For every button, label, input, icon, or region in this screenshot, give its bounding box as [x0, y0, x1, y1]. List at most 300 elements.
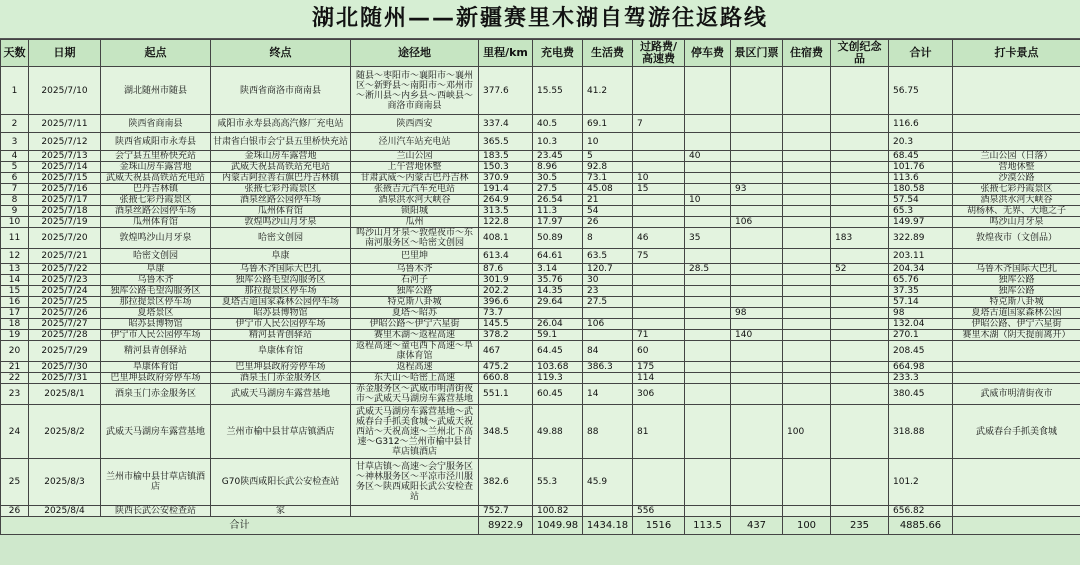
- cell-toll[interactable]: [633, 459, 685, 506]
- cell-km[interactable]: 752.7: [479, 506, 533, 517]
- cell-start[interactable]: 陕西省商南县: [101, 115, 211, 133]
- cell-living[interactable]: 69.1: [583, 115, 633, 133]
- cell-charge[interactable]: 11.3: [533, 206, 583, 217]
- cell-ticket[interactable]: [731, 319, 783, 330]
- cell-souvenir[interactable]: [831, 173, 889, 184]
- cell-km[interactable]: 145.5: [479, 319, 533, 330]
- cell-km[interactable]: 337.4: [479, 115, 533, 133]
- total-lodging[interactable]: 100: [783, 517, 831, 535]
- cell-end[interactable]: 酒泉玉门赤金服务区: [211, 373, 351, 384]
- cell-day[interactable]: 16: [1, 297, 29, 308]
- cell-total[interactable]: 20.3: [889, 133, 953, 151]
- cell-start[interactable]: 陕西省咸阳市永寿县: [101, 133, 211, 151]
- cell-day[interactable]: 14: [1, 275, 29, 286]
- total-toll[interactable]: 1516: [633, 517, 685, 535]
- cell-start[interactable]: 武威天马湖房车露营基地: [101, 405, 211, 459]
- cell-start[interactable]: 金珠山房车露营地: [101, 162, 211, 173]
- cell-ticket[interactable]: [731, 115, 783, 133]
- cell-km[interactable]: 613.4: [479, 249, 533, 264]
- cell-day[interactable]: 23: [1, 384, 29, 405]
- cell-start[interactable]: 巴里坤县政府旁停车场: [101, 373, 211, 384]
- cell-living[interactable]: 21: [583, 195, 633, 206]
- cell-total[interactable]: 233.3: [889, 373, 953, 384]
- cell-toll[interactable]: 556: [633, 506, 685, 517]
- cell-parking[interactable]: [685, 67, 731, 115]
- cell-parking[interactable]: [685, 319, 731, 330]
- cell-via[interactable]: 赛里木湖～返程高速: [351, 330, 479, 341]
- cell-souvenir[interactable]: [831, 297, 889, 308]
- cell-total[interactable]: 57.14: [889, 297, 953, 308]
- cell-total[interactable]: 98: [889, 308, 953, 319]
- cell-start[interactable]: 伊宁市人民公园停车场: [101, 330, 211, 341]
- cell-via[interactable]: 泾川汽车站充电站: [351, 133, 479, 151]
- cell-day[interactable]: 6: [1, 173, 29, 184]
- cell-km[interactable]: 396.6: [479, 297, 533, 308]
- cell-souvenir[interactable]: [831, 319, 889, 330]
- cell-spot[interactable]: 武威春台手抓美食城: [953, 405, 1080, 459]
- cell-total[interactable]: 656.82: [889, 506, 953, 517]
- cell-km[interactable]: 87.6: [479, 264, 533, 275]
- cell-end[interactable]: 兰州市榆中县甘草店镇酒店: [211, 405, 351, 459]
- cell-spot[interactable]: 乌鲁木齐国际大巴扎: [953, 264, 1080, 275]
- cell-living[interactable]: 63.5: [583, 249, 633, 264]
- cell-day[interactable]: 11: [1, 228, 29, 249]
- cell-lodging[interactable]: [783, 286, 831, 297]
- cell-parking[interactable]: [685, 341, 731, 362]
- cell-date[interactable]: 2025/7/25: [29, 297, 101, 308]
- cell-date[interactable]: 2025/7/21: [29, 249, 101, 264]
- cell-charge[interactable]: [533, 308, 583, 319]
- cell-charge[interactable]: 119.3: [533, 373, 583, 384]
- cell-souvenir[interactable]: [831, 67, 889, 115]
- cell-souvenir[interactable]: [831, 308, 889, 319]
- cell-via[interactable]: 返程高速～童屯西下高速～阜康体育馆: [351, 341, 479, 362]
- cell-start[interactable]: 兰州市榆中县甘草店镇酒店: [101, 459, 211, 506]
- cell-day[interactable]: 2: [1, 115, 29, 133]
- cell-charge[interactable]: 40.5: [533, 115, 583, 133]
- cell-charge[interactable]: 29.64: [533, 297, 583, 308]
- cell-toll[interactable]: [633, 275, 685, 286]
- cell-parking[interactable]: [685, 162, 731, 173]
- cell-ticket[interactable]: [731, 506, 783, 517]
- cell-parking[interactable]: [685, 217, 731, 228]
- cell-date[interactable]: 2025/8/4: [29, 506, 101, 517]
- cell-living[interactable]: 26: [583, 217, 633, 228]
- cell-living[interactable]: 45.9: [583, 459, 633, 506]
- cell-living[interactable]: 106: [583, 319, 633, 330]
- cell-souvenir[interactable]: [831, 506, 889, 517]
- cell-km[interactable]: 377.6: [479, 67, 533, 115]
- cell-start[interactable]: 独库公路毛望沟服务区: [101, 286, 211, 297]
- cell-via[interactable]: 返程高速: [351, 362, 479, 373]
- cell-day[interactable]: 21: [1, 362, 29, 373]
- cell-date[interactable]: 2025/7/31: [29, 373, 101, 384]
- cell-lodging[interactable]: [783, 249, 831, 264]
- cell-souvenir[interactable]: 52: [831, 264, 889, 275]
- cell-parking[interactable]: 10: [685, 195, 731, 206]
- cell-date[interactable]: 2025/7/18: [29, 206, 101, 217]
- cell-charge[interactable]: 23.45: [533, 151, 583, 162]
- cell-end[interactable]: 张掖七彩丹霞景区: [211, 184, 351, 195]
- cell-date[interactable]: 2025/8/2: [29, 405, 101, 459]
- cell-date[interactable]: 2025/8/3: [29, 459, 101, 506]
- cell-start[interactable]: 敦煌鸣沙山月牙泉: [101, 228, 211, 249]
- cell-living[interactable]: 10: [583, 133, 633, 151]
- cell-spot[interactable]: 独库公路: [953, 286, 1080, 297]
- cell-total[interactable]: 101.76: [889, 162, 953, 173]
- cell-day[interactable]: 17: [1, 308, 29, 319]
- cell-toll[interactable]: 71: [633, 330, 685, 341]
- cell-spot[interactable]: [953, 517, 1080, 535]
- cell-end[interactable]: 夏塔古道国家森林公园停车场: [211, 297, 351, 308]
- cell-spot[interactable]: 独库公路: [953, 275, 1080, 286]
- cell-ticket[interactable]: [731, 373, 783, 384]
- cell-via[interactable]: 乌鲁木齐: [351, 264, 479, 275]
- cell-lodging[interactable]: [783, 133, 831, 151]
- cell-end[interactable]: 阜康: [211, 249, 351, 264]
- cell-charge[interactable]: 64.45: [533, 341, 583, 362]
- cell-spot[interactable]: [953, 459, 1080, 506]
- cell-date[interactable]: 2025/7/13: [29, 151, 101, 162]
- cell-via[interactable]: 巴里坤: [351, 249, 479, 264]
- cell-end[interactable]: 哈密文创园: [211, 228, 351, 249]
- cell-end[interactable]: 内蒙古阿拉善右旗巴丹吉林镇: [211, 173, 351, 184]
- cell-ticket[interactable]: 140: [731, 330, 783, 341]
- cell-charge[interactable]: 15.55: [533, 67, 583, 115]
- cell-date[interactable]: 2025/7/14: [29, 162, 101, 173]
- cell-souvenir[interactable]: [831, 384, 889, 405]
- cell-via[interactable]: 瓜州: [351, 217, 479, 228]
- cell-total[interactable]: 380.45: [889, 384, 953, 405]
- cell-day[interactable]: 20: [1, 341, 29, 362]
- cell-lodging[interactable]: [783, 297, 831, 308]
- cell-charge[interactable]: 14.35: [533, 286, 583, 297]
- cell-parking[interactable]: [685, 275, 731, 286]
- cell-charge[interactable]: 17.97: [533, 217, 583, 228]
- cell-date[interactable]: 2025/8/1: [29, 384, 101, 405]
- cell-km[interactable]: 73.7: [479, 308, 533, 319]
- cell-day[interactable]: 22: [1, 373, 29, 384]
- cell-charge[interactable]: 27.5: [533, 184, 583, 195]
- cell-end[interactable]: 伊宁市人民公园停车场: [211, 319, 351, 330]
- cell-date[interactable]: 2025/7/16: [29, 184, 101, 195]
- cell-spot[interactable]: 伊昭公路、伊宁六星街: [953, 319, 1080, 330]
- cell-parking[interactable]: [685, 459, 731, 506]
- cell-start[interactable]: 陕西长武公安检查站: [101, 506, 211, 517]
- cell-via[interactable]: 随县～枣阳市～襄阳市～襄州区～新野县～南阳市～邓州市～淅川县～内乡县～西峡县～商洛市商南县: [351, 67, 479, 115]
- cell-km[interactable]: 475.2: [479, 362, 533, 373]
- cell-end[interactable]: 瓜州体育馆: [211, 206, 351, 217]
- cell-total[interactable]: 318.88: [889, 405, 953, 459]
- cell-date[interactable]: 2025/7/11: [29, 115, 101, 133]
- cell-spot[interactable]: 酒泉洪水河大峡谷: [953, 195, 1080, 206]
- cell-living[interactable]: 88: [583, 405, 633, 459]
- cell-parking[interactable]: [685, 330, 731, 341]
- cell-parking[interactable]: [685, 133, 731, 151]
- cell-spot[interactable]: 沙漠公路: [953, 173, 1080, 184]
- cell-souvenir[interactable]: [831, 459, 889, 506]
- cell-start[interactable]: 巴丹吉林镇: [101, 184, 211, 195]
- cell-lodging[interactable]: [783, 319, 831, 330]
- cell-end[interactable]: 精河县青创驿站: [211, 330, 351, 341]
- cell-toll[interactable]: [633, 286, 685, 297]
- cell-lodging[interactable]: [783, 373, 831, 384]
- cell-living[interactable]: 92.8: [583, 162, 633, 173]
- cell-lodging[interactable]: [783, 173, 831, 184]
- cell-souvenir[interactable]: [831, 217, 889, 228]
- cell-via[interactable]: 甘肃武威～内蒙古巴丹吉林: [351, 173, 479, 184]
- cell-parking[interactable]: 35: [685, 228, 731, 249]
- cell-charge[interactable]: 26.04: [533, 319, 583, 330]
- cell-lodging[interactable]: [783, 506, 831, 517]
- cell-souvenir[interactable]: [831, 362, 889, 373]
- cell-spot[interactable]: [953, 373, 1080, 384]
- cell-lodging[interactable]: [783, 184, 831, 195]
- cell-km[interactable]: 122.8: [479, 217, 533, 228]
- cell-spot[interactable]: [953, 362, 1080, 373]
- cell-km[interactable]: 660.8: [479, 373, 533, 384]
- cell-spot[interactable]: 夏塔古道国家森林公园: [953, 308, 1080, 319]
- cell-day[interactable]: 15: [1, 286, 29, 297]
- total-living[interactable]: 1434.18: [583, 517, 633, 535]
- cell-end[interactable]: 乌鲁木齐国际大巴扎: [211, 264, 351, 275]
- cell-day[interactable]: 4: [1, 151, 29, 162]
- cell-km[interactable]: 313.5: [479, 206, 533, 217]
- cell-lodging[interactable]: [783, 162, 831, 173]
- cell-km[interactable]: 370.9: [479, 173, 533, 184]
- cell-parking[interactable]: [685, 297, 731, 308]
- cell-day[interactable]: 3: [1, 133, 29, 151]
- cell-end[interactable]: 武威天祝县高铁站充电站: [211, 162, 351, 173]
- cell-toll[interactable]: [633, 195, 685, 206]
- cell-km[interactable]: 301.9: [479, 275, 533, 286]
- cell-living[interactable]: 23: [583, 286, 633, 297]
- cell-end[interactable]: 家: [211, 506, 351, 517]
- cell-via[interactable]: 上午营地休整: [351, 162, 479, 173]
- cell-total[interactable]: 68.45: [889, 151, 953, 162]
- cell-toll[interactable]: [633, 133, 685, 151]
- cell-start[interactable]: 武威天祝县高铁站充电站: [101, 173, 211, 184]
- cell-living[interactable]: 27.5: [583, 297, 633, 308]
- cell-km[interactable]: 382.6: [479, 459, 533, 506]
- cell-date[interactable]: 2025/7/19: [29, 217, 101, 228]
- cell-via[interactable]: 特克斯八卦城: [351, 297, 479, 308]
- cell-via[interactable]: 夏塔～昭苏: [351, 308, 479, 319]
- cell-ticket[interactable]: [731, 249, 783, 264]
- cell-end[interactable]: 那拉提景区停车场: [211, 286, 351, 297]
- cell-km[interactable]: 150.3: [479, 162, 533, 173]
- cell-spot[interactable]: 张掖七彩丹霞景区: [953, 184, 1080, 195]
- cell-living[interactable]: [583, 308, 633, 319]
- cell-souvenir[interactable]: [831, 115, 889, 133]
- cell-total[interactable]: 203.11: [889, 249, 953, 264]
- cell-souvenir[interactable]: [831, 275, 889, 286]
- cell-spot[interactable]: 胡杨林、无界、大地之子: [953, 206, 1080, 217]
- cell-charge[interactable]: 100.82: [533, 506, 583, 517]
- cell-ticket[interactable]: [731, 459, 783, 506]
- cell-living[interactable]: [583, 373, 633, 384]
- cell-ticket[interactable]: [731, 206, 783, 217]
- cell-toll[interactable]: 75: [633, 249, 685, 264]
- cell-date[interactable]: 2025/7/23: [29, 275, 101, 286]
- cell-living[interactable]: [583, 506, 633, 517]
- cell-charge[interactable]: 26.54: [533, 195, 583, 206]
- cell-total[interactable]: 149.97: [889, 217, 953, 228]
- cell-total[interactable]: 664.98: [889, 362, 953, 373]
- cell-via[interactable]: 石河子: [351, 275, 479, 286]
- cell-parking[interactable]: [685, 384, 731, 405]
- cell-toll[interactable]: [633, 206, 685, 217]
- cell-ticket[interactable]: [731, 162, 783, 173]
- cell-souvenir[interactable]: [831, 206, 889, 217]
- cell-date[interactable]: 2025/7/22: [29, 264, 101, 275]
- cell-souvenir[interactable]: [831, 249, 889, 264]
- cell-date[interactable]: 2025/7/15: [29, 173, 101, 184]
- total-total[interactable]: 4885.66: [889, 517, 953, 535]
- total-km[interactable]: 8922.9: [479, 517, 533, 535]
- cell-living[interactable]: 120.7: [583, 264, 633, 275]
- cell-day[interactable]: 19: [1, 330, 29, 341]
- cell-total[interactable]: 208.45: [889, 341, 953, 362]
- cell-via[interactable]: 锁阳城: [351, 206, 479, 217]
- cell-toll[interactable]: 7: [633, 115, 685, 133]
- cell-start[interactable]: 张掖七彩丹霞景区: [101, 195, 211, 206]
- cell-end[interactable]: 敦煌鸣沙山月牙泉: [211, 217, 351, 228]
- cell-day[interactable]: 10: [1, 217, 29, 228]
- cell-start[interactable]: 昭苏县博物馆: [101, 319, 211, 330]
- cell-via[interactable]: 陕西西安: [351, 115, 479, 133]
- cell-charge[interactable]: 59.1: [533, 330, 583, 341]
- cell-total[interactable]: 322.89: [889, 228, 953, 249]
- cell-spot[interactable]: [953, 249, 1080, 264]
- cell-date[interactable]: 2025/7/27: [29, 319, 101, 330]
- cell-spot[interactable]: 赛里木湖（阴天提前离开）: [953, 330, 1080, 341]
- cell-lodging[interactable]: [783, 330, 831, 341]
- cell-ticket[interactable]: [731, 384, 783, 405]
- cell-km[interactable]: 191.4: [479, 184, 533, 195]
- cell-date[interactable]: 2025/7/30: [29, 362, 101, 373]
- cell-start[interactable]: 湖北随州市随县: [101, 67, 211, 115]
- cell-end[interactable]: 武威天马湖房车露营基地: [211, 384, 351, 405]
- cell-lodging[interactable]: [783, 308, 831, 319]
- cell-spot[interactable]: [953, 67, 1080, 115]
- cell-charge[interactable]: 30.5: [533, 173, 583, 184]
- cell-day[interactable]: 1: [1, 67, 29, 115]
- cell-ticket[interactable]: [731, 173, 783, 184]
- cell-date[interactable]: 2025/7/12: [29, 133, 101, 151]
- cell-charge[interactable]: 55.3: [533, 459, 583, 506]
- cell-living[interactable]: 14: [583, 384, 633, 405]
- cell-km[interactable]: 551.1: [479, 384, 533, 405]
- cell-end[interactable]: 独库公路毛望沟服务区: [211, 275, 351, 286]
- cell-end[interactable]: 昭苏县博物馆: [211, 308, 351, 319]
- cell-lodging[interactable]: [783, 384, 831, 405]
- total-ticket[interactable]: 437: [731, 517, 783, 535]
- cell-souvenir[interactable]: 183: [831, 228, 889, 249]
- cell-living[interactable]: 54: [583, 206, 633, 217]
- cell-souvenir[interactable]: [831, 286, 889, 297]
- cell-charge[interactable]: 3.14: [533, 264, 583, 275]
- cell-spot[interactable]: [953, 506, 1080, 517]
- cell-ticket[interactable]: 93: [731, 184, 783, 195]
- cell-spot[interactable]: [953, 115, 1080, 133]
- cell-toll[interactable]: [633, 217, 685, 228]
- cell-spot[interactable]: 武威市明清街夜市: [953, 384, 1080, 405]
- cell-start[interactable]: 精河县青创驿站: [101, 341, 211, 362]
- cell-via[interactable]: 兰山公园: [351, 151, 479, 162]
- cell-km[interactable]: 408.1: [479, 228, 533, 249]
- cell-charge[interactable]: 8.96: [533, 162, 583, 173]
- cell-start[interactable]: 阜康: [101, 264, 211, 275]
- cell-toll[interactable]: [633, 151, 685, 162]
- cell-parking[interactable]: 40: [685, 151, 731, 162]
- cell-km[interactable]: 467: [479, 341, 533, 362]
- cell-lodging[interactable]: [783, 264, 831, 275]
- cell-day[interactable]: 8: [1, 195, 29, 206]
- cell-end[interactable]: 酒泉丝路公园停车场: [211, 195, 351, 206]
- cell-total[interactable]: 270.1: [889, 330, 953, 341]
- cell-charge[interactable]: 10.3: [533, 133, 583, 151]
- cell-living[interactable]: [583, 330, 633, 341]
- cell-lodging[interactable]: [783, 341, 831, 362]
- cell-parking[interactable]: 28.5: [685, 264, 731, 275]
- cell-lodging[interactable]: 100: [783, 405, 831, 459]
- cell-day[interactable]: 7: [1, 184, 29, 195]
- cell-toll[interactable]: [633, 319, 685, 330]
- cell-via[interactable]: 鸣沙山月牙泉～敦煌夜市～东南河服务区～哈密文创园: [351, 228, 479, 249]
- cell-start[interactable]: 乌鲁木齐: [101, 275, 211, 286]
- cell-souvenir[interactable]: [831, 162, 889, 173]
- cell-parking[interactable]: [685, 115, 731, 133]
- cell-living[interactable]: 8: [583, 228, 633, 249]
- cell-date[interactable]: 2025/7/17: [29, 195, 101, 206]
- cell-end[interactable]: G70陕西咸阳长武公安检查站: [211, 459, 351, 506]
- cell-living[interactable]: 84: [583, 341, 633, 362]
- cell-toll[interactable]: 46: [633, 228, 685, 249]
- cell-toll[interactable]: 60: [633, 341, 685, 362]
- cell-via[interactable]: [351, 506, 479, 517]
- cell-toll[interactable]: [633, 297, 685, 308]
- cell-lodging[interactable]: [783, 217, 831, 228]
- cell-ticket[interactable]: [731, 228, 783, 249]
- cell-living[interactable]: 73.1: [583, 173, 633, 184]
- cell-lodging[interactable]: [783, 195, 831, 206]
- cell-living[interactable]: 386.3: [583, 362, 633, 373]
- cell-parking[interactable]: [685, 405, 731, 459]
- cell-parking[interactable]: [685, 506, 731, 517]
- cell-date[interactable]: 2025/7/28: [29, 330, 101, 341]
- cell-ticket[interactable]: 106: [731, 217, 783, 228]
- cell-parking[interactable]: [685, 249, 731, 264]
- cell-ticket[interactable]: [731, 264, 783, 275]
- cell-toll[interactable]: 306: [633, 384, 685, 405]
- cell-day[interactable]: 24: [1, 405, 29, 459]
- cell-start[interactable]: 酒泉玉门赤金服务区: [101, 384, 211, 405]
- cell-living[interactable]: 45.08: [583, 184, 633, 195]
- cell-toll[interactable]: 175: [633, 362, 685, 373]
- cell-living[interactable]: 5: [583, 151, 633, 162]
- cell-souvenir[interactable]: [831, 405, 889, 459]
- cell-living[interactable]: 30: [583, 275, 633, 286]
- cell-start[interactable]: 那拉提景区停车场: [101, 297, 211, 308]
- cell-parking[interactable]: [685, 286, 731, 297]
- cell-start[interactable]: 会宁县五里桥快充站: [101, 151, 211, 162]
- cell-toll[interactable]: [633, 308, 685, 319]
- cell-souvenir[interactable]: [831, 133, 889, 151]
- cell-km[interactable]: 202.2: [479, 286, 533, 297]
- cell-spot[interactable]: 敦煌夜市（文创品）: [953, 228, 1080, 249]
- cell-lodging[interactable]: [783, 206, 831, 217]
